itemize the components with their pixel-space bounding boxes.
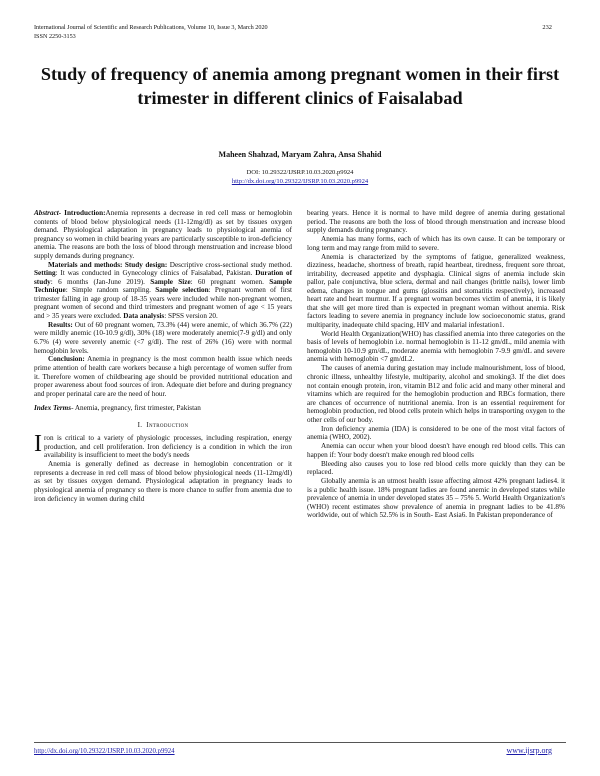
abstract-intro-text: Anemia represents a decrease in red cell mass or hemoglobin contents of blood below physiological needs (11-12mg/dl) as set by tissues oxygen demand. Physiological adaptation in pregnancy leads to physiological anemia of pregnancy so women in child bearing years are particularly susceptible to iron-deficiency anemia. The reasons are both the loss of blood through menstruation and increase blood supply demands during pregnancy. — [34, 209, 293, 260]
footer-site-link[interactable]: www.ijsrp.org — [506, 746, 552, 755]
right-paragraph-6: Iron deficiency anemia (IDA) is considered to be one of the most vital factors of anemia (WHO, 2002). — [307, 424, 565, 442]
right-paragraph-9: Globally anemia is an utmost health issue affecting almost 42% pregnant ladies4. it is a public health issue. 18% pregnant ladies are found anemic in developed states while prevalence of anemia in under developed states 35 – 75% 5. World Health Organization's (WHO) recent estimates show prevalence of anemia in pregnant ladies to be 41.8% worldwide, out of which 52.5% is in South- East Asia6. In Pakistan preponderance of — [307, 477, 565, 520]
doi-block — [0, 168, 600, 186]
abstract-methods: Materials and methods: Study design: Descriptive cross-sectional study method. Setting: It was conducted in Gynecology clinics of Faisalabad, Pakistan. Duration of study: 6 months (Jan-June 2019). Sample Size: 60 pregnant women. Sample Technique: Simple random sampling. Sample selection: Pregnant women of first trimester falling in age group of 18-35 years were included while non-pregnant women, pregnant women of second and third trimesters and pregnant women of age < 15 years and > 35 years were excluded. Data analysis: SPSS version 20. — [34, 260, 293, 320]
intro-paragraph-2: Anemia is generally defined as decrease in hemoglobin concentration or it represents a decrease in red cell mass of blood below physiological needs (11-12mg/dl) as set by tissues oxygen demand. Physiological adaptation in pregnancy leads to physiological anemia of pregnancy so there is more chance to suffer from anemia due to iron deficiency in women during child — [34, 460, 292, 503]
abstract-label: Abstract- — [34, 209, 62, 217]
intro-paragraph-1: Iron is critical to a variety of physiologic processes, including respiration, energy production, and cell proliferation. Iron deficiency is a condition in which the iron availability is insufficient to meet the body's needs — [34, 431, 292, 460]
footer-rule — [34, 742, 566, 743]
right-paragraph-7: Anemia can occur when your blood doesn't have enough red blood cells. This can happen if: Your body doesn't make enough red blood cells — [307, 442, 565, 459]
right-paragraph-8: Bleeding also causes you to lose red blood cells more quickly than they can be replaced. — [307, 459, 565, 477]
index-terms: Index Terms- Anemia, pregnancy, first trimester, Pakistan — [34, 404, 201, 413]
right-paragraph-2: Anemia has many forms, each of which has its own cause. It can be temporary or long term and may range from mild to severe. — [307, 235, 565, 252]
authors: Maheen Shahzad, Maryam Zahra, Ansa Shahid — [218, 150, 382, 159]
drop-cap: I — [34, 431, 42, 458]
footer-doi-link[interactable]: http://dx.doi.org/10.29322/IJSRP.10.03.2020.p9924 — [34, 748, 175, 755]
section-heading: I. Introduction — [137, 420, 189, 429]
page-number: 232 — [542, 24, 552, 31]
abstract-conclusion: Conclusion: Anemia in pregnancy is the most common health issue which needs prime attention of health care workers because a high percentage of women suffer from it. Therefore women of childbearing age should be provided nutritional education and proper awareness about food sources of iron. Adequate diet before and during pregnancy and proper perinatal care are the need of hour. — [34, 355, 292, 398]
doi-link[interactable]: http://dx.doi.org/10.29322/IJSRP.10.03.2020.p9924 — [231, 178, 369, 185]
abstract-results: Results: Out of 60 pregnant women, 73.3% (44) were anemic, of which 36.7% (22) were mildly anemic (10-10.9 g/dl), 30% (18) were moderately anemic(7-9 g/dl) and only 6.7% (4) were severely anemic (<7 g/dl). The rest of 26% (16) were with normal hemoglobin levels. — [34, 320, 292, 355]
right-paragraph-1: bearing years. Hence it is normal to have mild degree of anemia during gestational period. The reasons are both the loss of blood through menstruation and increase blood supply demands during pregnancy. — [307, 209, 565, 235]
paper-title: Study of frequency of anemia among pregnant women in their first trimester in different clinics of Faisalabad — [40, 64, 560, 108]
doi-text: DOI: 10.29322/IJSRP.10.03.2020.p9924 — [246, 169, 354, 176]
right-paragraph-5: The causes of anemia during gestation may include malnourishment, loss of blood, chronic illness, unhealthy lifestyle, multiparity, alcohol and smoking3. If the diet does not contain enough protein, iron, vitamin B12 and folic acid and many other mineral and vitamins which are required for the hemoglobin production and RBCs formation, there are chances of occurrence of nutritional anemia. Iron is an essential requirement for hemoglobin production, red blood cells protein which helps in transporting oxygen to the other cells of our body. — [307, 364, 565, 424]
left-column — [34, 209, 292, 503]
running-header — [34, 24, 268, 41]
right-paragraph-4: World Health Organization(WHO) has classified anemia into three categories on the basis of levels of hemoglobin i.e. normal hemoglobin is 11-12 gm/dL, mild anemia with hemoglobin 10-10.9 gm/dL, moderate anemia with hemoglobin 7-9.9 gm/dL and severe anemia with hemoglobin <7 gm/dL2. — [307, 329, 565, 364]
journal-name: International Journal of Scientific and Research Publications, Volume 10, Issue 3, March 2020 — [34, 24, 268, 31]
intro-label: Introduction: — [64, 209, 106, 217]
abstract-intro — [34, 209, 292, 260]
right-paragraph-3: Anemia is characterized by the symptoms of fatigue, generalized weakness, dizziness, headache, shortness of breath, rapid heartbeat, tiredness, frequent sore throat, irritability, decreased appetite and dysphagia. Clinical signs of anemia include skin pallor, pale conjunctiva, blue sclera, dermal and nail changes (brittle nails), lower limb edema, changes in tongue and gums (glossitis and stomatitis respectively), increased heart rate and heart murmur. If a pregnant woman becomes victim of anemia, it is likely that she will get more tired than is expected in pregnant woman without anemia. Risk factors leading to severe anemia in pregnancy include low socioeconomic status, grand multiparity, inadequate child spacing, HIV and malarial infestation1. — [307, 252, 565, 329]
right-column — [307, 209, 565, 520]
issn: ISSN 2250-3153 — [34, 32, 76, 40]
